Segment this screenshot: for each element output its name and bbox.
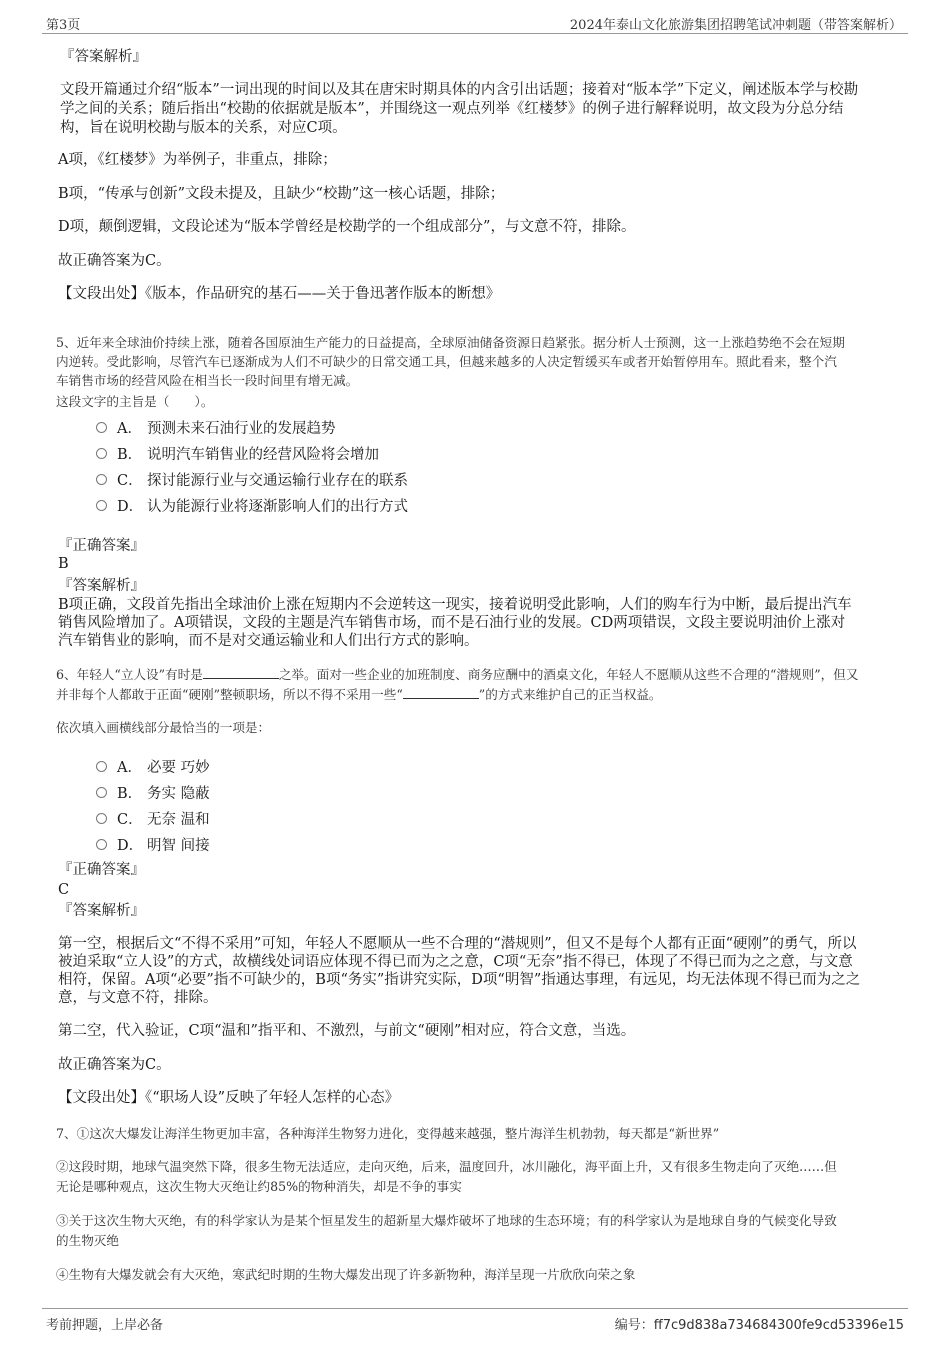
q5-answer: B — [58, 556, 69, 572]
q7-sentence-4: ④生物有大爆发就会有大灭绝，寒武纪时期的生物大爆发出现了许多新物种，海洋呈现一片欣欣向荣之象 — [56, 1267, 636, 1282]
q6-answer: C — [58, 882, 70, 898]
q6-analysis-line: 相符，保留。A项“必要”指不可缺少的，B项“务实”指讲究实际，D项“明智”指通达事理，有远见，均无法体现不得已而为之之 — [58, 972, 861, 988]
q5-stem-line: 内逆转。受此影响，尽管汽车已逐渐成为人们不可缺少的日常交通工具，但越来越多的人决定暂缓买车或者开始暂停用车。照此看来，整个汽 — [56, 354, 837, 369]
q6-stem-line: 并非每个人都敢于正面“硬刚”整顿职场，所以不得不采用一些“ ”的方式来维护自己的正当权益。 — [56, 687, 662, 702]
q5-stem-line: 5、近年来全球油价持续上涨，随着各国原油生产能力的日益提高，全球原油储备资源日趋紧张。据分析人士预测，这一上涨趋势绝不会在短期 — [56, 335, 845, 350]
q5-option-a[interactable]: A． 预测未来石油行业的发展趋势 — [96, 417, 336, 438]
q6-answer-title: 『正确答案』 — [58, 862, 145, 878]
q4-analysis-line: 构，旨在说明校勘与版本的关系，对应C项。 — [60, 120, 347, 136]
q6-analysis-title: 『答案解析』 — [58, 903, 145, 919]
q4-conclusion: 故正确答案为C。 — [58, 253, 171, 269]
radio-icon[interactable] — [96, 787, 107, 798]
q7-sentence-2: 无论是哪种观点，这次生物大灭绝让约85%的物种消失，却是不争的事实 — [56, 1179, 462, 1194]
q6-question: 依次填入画横线部分最恰当的一项是： — [56, 720, 271, 735]
q6-source: 【文段出处】《“职场人设”反映了年轻人怎样的心态》 — [58, 1090, 400, 1106]
q5-question: 这段文字的主旨是（ ）。 — [56, 394, 214, 409]
q5-analysis-line: 汽车销售业的影响，而不是对交通运输业和人们出行方式的影响。 — [58, 633, 479, 649]
radio-icon[interactable] — [96, 839, 107, 850]
q6-option-d[interactable]: D． 明智 间接 — [96, 834, 210, 855]
radio-icon[interactable] — [96, 422, 107, 433]
radio-icon[interactable] — [96, 448, 107, 459]
q4-analysis-line: 文段开篇通过介绍“版本”一词出现的时间以及其在唐宋时期具体的内含引出话题；接着对“版本学”下定义，阐述版本学与校勘 — [60, 82, 859, 98]
q6-analysis-line: 意，与文意不符，排除。 — [58, 990, 218, 1006]
q6-analysis-second: 第二空，代入验证，C项“温和”指平和、不激烈，与前文“硬刚”相对应，符合文意，当选。 — [58, 1023, 636, 1039]
q6-analysis-line: 第一空，根据后文“不得不采用”可知，年轻人不愿顺从一些不合理的“潜规则”，但又不是每个人都有正面“硬刚”的勇气，所以 — [58, 936, 857, 952]
q7-sentence-3: 的生物灭绝 — [56, 1233, 119, 1248]
q6-option-c[interactable]: C． 无奈 温和 — [96, 808, 210, 829]
q5-stem-line: 车销售市场的经营风险在相当长一段时间里有增无减。 — [56, 373, 359, 388]
q5-analysis-line: 销售风险增加了。A项错误，文段的主题是汽车销售市场，而不是石油行业的发展。CD两项错误，文段主要说明油价上涨对 — [58, 615, 846, 631]
q6-analysis-line: 被迫采取“立人设”的方式，故横线处词语应体现不得已而为之之意，C项“无奈”指不得已，体现了不得已而为之之意，与文意 — [58, 954, 853, 970]
q4-option-a-analysis: A项，《红楼梦》为举例子，非重点，排除； — [58, 152, 337, 168]
q5-option-b[interactable]: B． 说明汽车销售业的经营风险将会增加 — [96, 443, 379, 464]
q4-source: 【文段出处】《版本，作品研究的基石——关于鲁迅著作版本的断想》 — [58, 286, 501, 302]
footer-divider — [42, 1308, 908, 1309]
document-code: 编号：ff7c9d838a734684300fe9cd53396e15 — [614, 1318, 904, 1333]
q5-analysis-title: 『答案解析』 — [58, 578, 145, 594]
page-number: 第3页 — [46, 18, 81, 33]
radio-icon[interactable] — [96, 813, 107, 824]
q4-option-d-analysis: D项，颠倒逻辑，文段论述为“版本学曾经是校勘学的一个组成部分”，与文意不符，排除。 — [58, 219, 636, 235]
document-title: 2024年泰山文化旅游集团招聘笔试冲刺题（带答案解析） — [569, 18, 902, 33]
q6-stem-line: 6、年轻人“立人设”有时是 之举。面对一些企业的加班制度、商务应酬中的酒桌文化，年轻人不愿顺从这些不合理的“潜规则”，但又 — [56, 667, 859, 682]
fill-blank — [203, 666, 279, 679]
q4-option-b-analysis: B项，“传承与创新”文段未提及，且缺少“校勘”这一核心话题，排除； — [58, 186, 505, 202]
fill-blank — [403, 686, 479, 699]
radio-icon[interactable] — [96, 474, 107, 485]
q4-analysis-line: 学之间的关系；随后指出“校勘的依据就是版本”，并围绕这一观点列举《红楼梦》的例子进行解释说明，故文段为分总分结 — [60, 101, 844, 117]
q5-option-d[interactable]: D． 认为能源行业将逐渐影响人们的出行方式 — [96, 495, 408, 516]
q7-sentence-2: ②这段时期，地球气温突然下降，很多生物无法适应，走向灭绝，后来，温度回升，冰川融化，海平面上升，又有很多生物走向了灭绝……但 — [56, 1159, 837, 1174]
q6-option-b[interactable]: B． 务实 隐蔽 — [96, 782, 210, 803]
q5-analysis-line: B项正确，文段首先指出全球油价上涨在短期内不会逆转这一现实，接着说明受此影响，人们的购车行为中断，最后提出汽车 — [58, 597, 852, 613]
header-divider — [42, 33, 908, 34]
q5-option-c[interactable]: C． 探讨能源行业与交通运输行业存在的联系 — [96, 469, 408, 490]
q6-conclusion: 故正确答案为C。 — [58, 1057, 171, 1073]
q7-sentence-1: 7、①这次大爆发让海洋生物更加丰富，各种海洋生物努力进化，变得越来越强，整片海洋生机勃勃，每天都是“新世界” — [56, 1126, 720, 1141]
footer-slogan: 考前押题，上岸必备 — [46, 1318, 164, 1333]
radio-icon[interactable] — [96, 761, 107, 772]
q5-answer-title: 『正确答案』 — [58, 538, 145, 554]
q7-sentence-3: ③关于这次生物大灭绝，有的科学家认为是某个恒星发生的超新星大爆炸破坏了地球的生态环境；有的科学家认为是地球自身的气候变化导致 — [56, 1213, 837, 1228]
q4-analysis-title: 『答案解析』 — [60, 49, 147, 65]
q6-option-a[interactable]: A． 必要 巧妙 — [96, 756, 210, 777]
radio-icon[interactable] — [96, 500, 107, 511]
